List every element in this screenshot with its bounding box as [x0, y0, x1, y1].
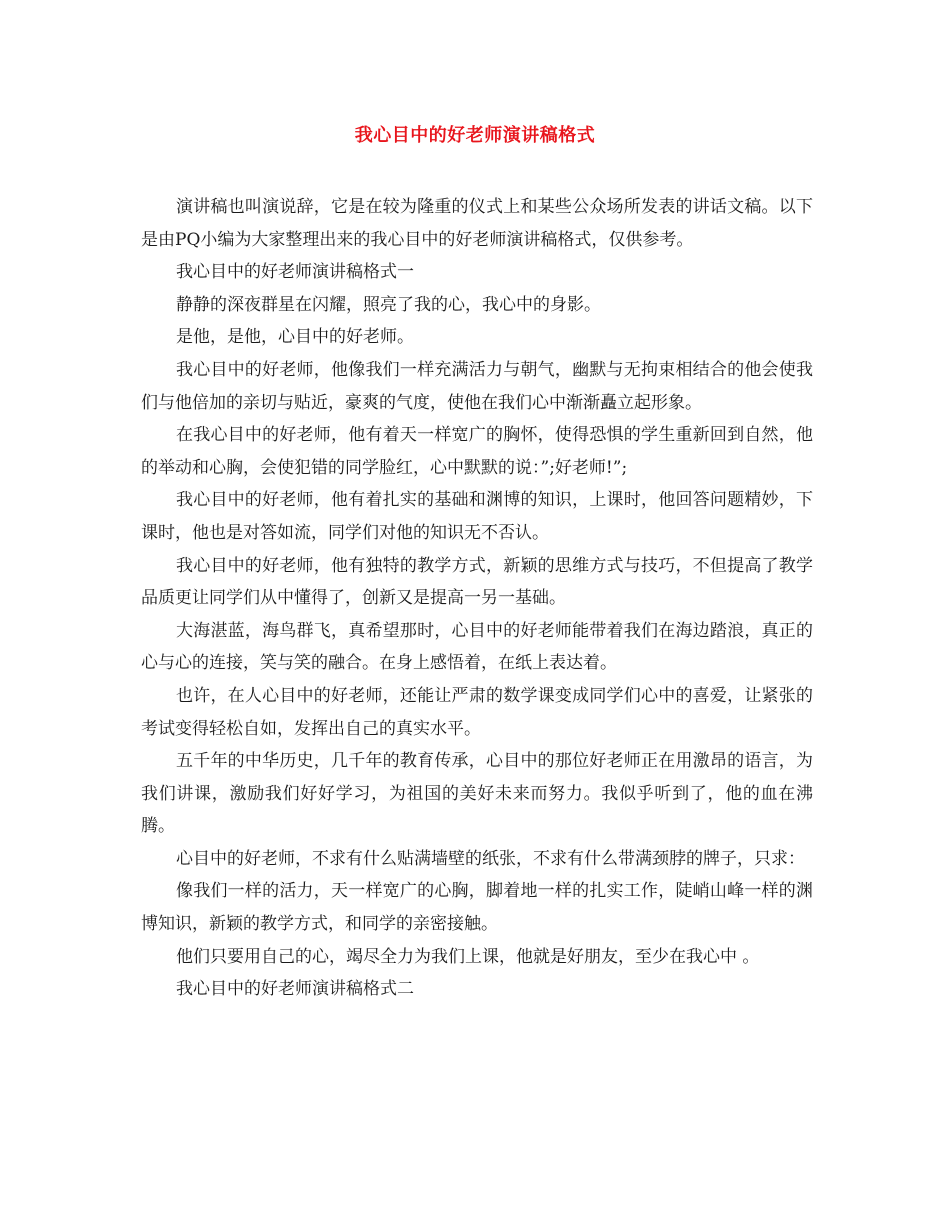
- paragraph: 在我心目中的好老师，他有着天一样宽广的胸怀，使得恐惧的学生重新回到自然，他的举动和心胸，会使犯错的同学脸红，心中默默的说：”;好老师!”;: [141, 425, 813, 478]
- section-heading: 我心目中的好老师演讲稿格式二: [176, 979, 414, 1000]
- paragraph: 五千年的中华历史，几千年的教育传承，心目中的那位好老师正在用激昂的语言，为我们讲课，激励我们好好学习，为祖国的美好未来而努力。我似乎听到了，他的血在沸腾。: [141, 751, 813, 837]
- paragraph: 演讲稿也叫演说辞，它是在较为隆重的仪式上和某些公众场所发表的讲话文稿。以下是由PQ小编为大家整理出来的我心目中的好老师演讲稿格式，仅供参考。: [141, 197, 813, 250]
- paragraph: 大海湛蓝，海鸟群飞，真希望那时，心目中的好老师能带着我们在海边踏浪，真正的心与心的连接，笑与笑的融合。在身上感悟着，在纸上表达着。: [141, 620, 813, 674]
- paragraph: 他们只要用自己的心，竭尽全力为我们上课，他就是好朋友，至少在我心中 。: [176, 946, 760, 967]
- paragraph: 静静的深夜群星在闪耀，照亮了我的心，我心中的身影。: [176, 294, 601, 315]
- paragraph: 我心目中的好老师，他像我们一样充满活力与朝气，幽默与无拘束相结合的他会使我们与他倍加的亲切与贴近，豪爽的气度，使他在我们心中渐渐矗立起形象。: [141, 359, 813, 413]
- paragraph: 也许，在人心目中的好老师，还能让严肃的数学课变成同学们心中的喜爱，让紧张的考试变得轻松自如，发挥出自己的真实水平。: [141, 685, 813, 739]
- document-body: [141, 191, 813, 1006]
- document-title: 我心目中的好老师演讲稿格式: [354, 125, 596, 146]
- paragraph: 是他，是他，心目中的好老师。: [176, 327, 414, 348]
- paragraph: 像我们一样的活力，天一样宽广的心胸，脚着地一样的扎实工作，陡峭山峰一样的渊博知识，新颖的教学方式，和同学的亲密接触。: [141, 881, 813, 935]
- section-heading: 我心目中的好老师演讲稿格式一: [176, 262, 414, 283]
- paragraph: 我心目中的好老师，他有着扎实的基础和渊博的知识，上课时，他回答问题精妙，下课时，他也是对答如流，同学们对他的知识无不否认。: [141, 490, 813, 543]
- paragraph: 心目中的好老师，不求有什么贴满墙壁的纸张，不求有什么带满颈脖的牌子，只求：: [176, 848, 805, 869]
- paragraph: 我心目中的好老师，他有独特的教学方式，新颖的思维方式与技巧，不但提高了教学品质更让同学们从中懂得了，创新又是提高一另一基础。: [141, 555, 813, 609]
